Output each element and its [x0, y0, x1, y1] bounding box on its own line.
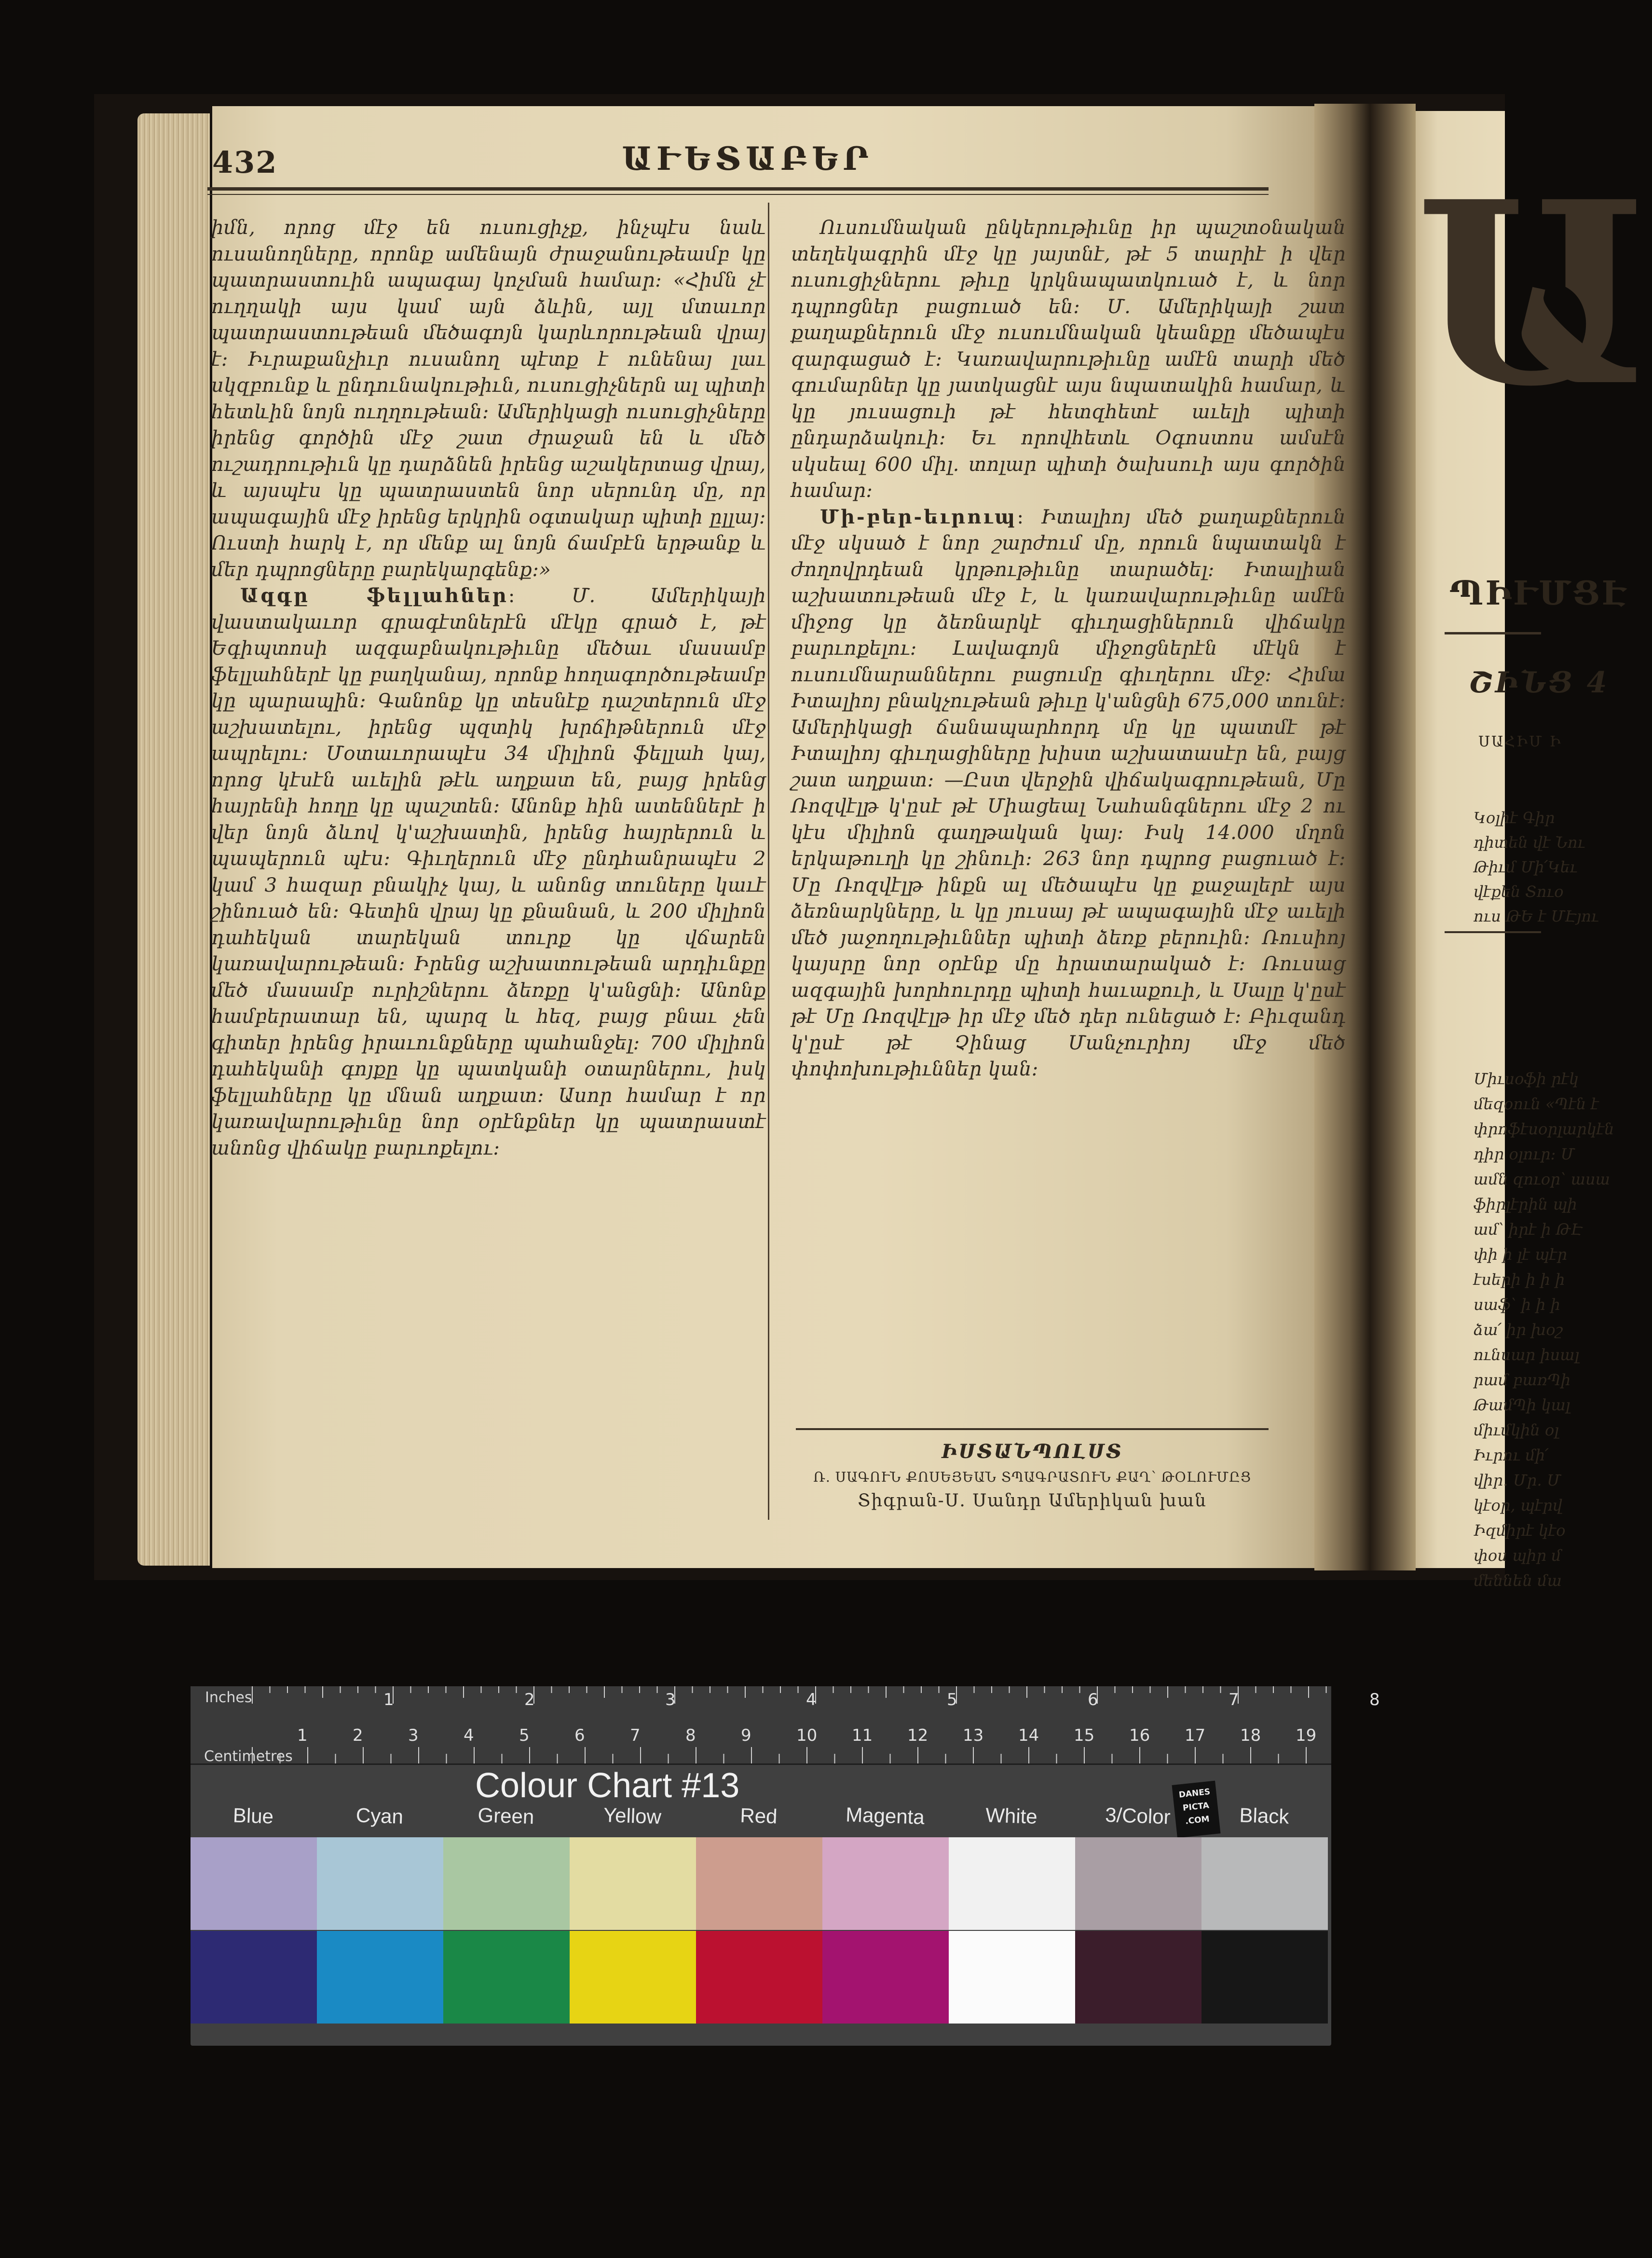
inch-tick-label: 2	[524, 1690, 535, 1709]
inch-tick-label: 6	[1088, 1690, 1098, 1709]
text-line: սաֆ՝ ի ի ի	[1474, 1295, 1560, 1314]
ruler	[191, 1686, 1380, 1765]
right-page-title: ՊԻՒՄՑԷ	[1449, 574, 1629, 613]
right-page-series: ՇԻՆՑ 4	[1469, 666, 1609, 700]
centimetres-label: Centimetres	[204, 1748, 293, 1765]
paragraph-body: Իտալիոյ մեծ քաղաքներուն մէջ սկսած է նոր շարժում մը, որուն նպատակն է ժողովրդեան կրթութիւնը տարածել։ Իտալիան աշխատութեան մէջ է, և կառավարութիւնը ամէն միջոց կը ձեռնարկէ գիւղացիներուն վիճակը բարւոքելու։ Լավագոյն միջոցներէն մէկն է ուսումնարաններու բացումը գիւղերու մէջ։ Հիմա Իտալիոյ բնակչութեան թիւը կ'անցնի 675,000 տունէ։ Ամերիկացի ճանապարհորդ մը կը պատմէ թէ Իտալիոյ գիւղացիները խիստ աշխատասէր են, բայց շատ աղքատ։ —Ըստ վերջին վիճակագրութեան, Մը Ռոզվէլթ կ'ըսէ թէ Միացեալ Նահանգներու մէջ 2 ու կէս միլիոն գաղթական կայ։ Իսկ 14.000 մղոն երկաթուղի կը շինուի։ 263 նոր դպրոց բացուած է։ Մը Ռոզվէլթ ինքն ալ մեծապէս կը քաջալերէ այս ձեռնարկները, և կը յուսայ թէ ապագային մէջ աւելի մեծ յաջողութիւններ պիտի ձեռք բերուին։ Ռուսիոյ կայսրը նոր օրէնք մը հրատարակած է։ Ռուսաց ազգային խորհուրդը պիտի հաւաքուի, և Սալը կ'ըսէ թէ Մը Ռոզվէլթ իր մէջ մեծ դեր ունեցած է։ Բիւզանդ կ'ըսէ թէ Չինաց Մանչուրիոյ մէջ մեծ փոփոխութիւններ կան։	[791, 506, 1346, 1080]
colour-swatch	[822, 1837, 949, 1930]
inches-label: Inches	[205, 1689, 252, 1706]
right-page-founder: ՍԱՀԻՄ Ի	[1478, 733, 1562, 750]
paragraph-body: Մ. Ամերիկայի վաստակաւոր գրագէտներէն մէկը գրած է, թէ Եգիպտոսի ազգաբնակութիւնը մեծաւ մասամբ ֆելլահներէ կը բաղկանայ, որոնք հողագործութեամբ կը պարապին։ Գանոնք կը տեսնէք դաշտերուն մէջ աշխատելու, իրենց պզտիկ խրճիթներուն մէջ ապրելու։ Մօտաւորապէս 34 միլիոն ֆելլահ կայ, որոց կէսէն աւելին թէև աղքատ են, բայց իրենց հայրենի հողը կը պաշտեն։ Անոնք հին ատեններէ ի վեր նոյն ձևով կ'աշխատին, իրենց հայրերուն և պապերուն պէս։ Գիւղերուն մէջ ընդհանրապէս 2 կամ 3 հազար բնակիչ կայ, և անոնց տուները կաւէ շինուած են։ Գետին վրայ կը քնանան, և 200 միլիոն դահեկան տարեկան տուրք կը վճարեն կառավարութեան։ Իրենց աշխատութեան արդիւնքը մեծ մասամբ ուրիշներու ձեռքը կ'անցնի։ Անոնք համբերատար են, պարզ և հեզ, բայց բնաւ չեն գիտեր իրենց իրաւունքները պահանջել։ 700 միլիոն դահեկանի գոյքը կը պատկանի օտարներու, իսկ ֆելլահները կը մնան աղքատ։ Ասոր համար է որ կառավարութիւնը նոր օրէնքներ կը պատրաստէ անոնց վիճակը բարւոքելու։	[211, 585, 766, 1159]
text-line: փի ի լէ պէր	[1474, 1245, 1567, 1264]
text-line: ֆիրլէրին պի	[1474, 1195, 1577, 1213]
right-page-fragment	[1416, 111, 1652, 1590]
text-line: րամ բառՊի	[1474, 1371, 1571, 1389]
colour-chart	[191, 1686, 1380, 2046]
right-page-rule	[1445, 632, 1541, 634]
cm-tick-label: 16	[1129, 1726, 1150, 1745]
left-column	[211, 215, 766, 1161]
text-line: դիր օլուր։ Մ	[1474, 1145, 1575, 1163]
text-line: միւմկին օլ	[1474, 1421, 1559, 1439]
logo-line: DANES	[1178, 1787, 1211, 1800]
text-line: վիր․ Մր․ Մ	[1474, 1471, 1561, 1489]
colour-swatch	[191, 1931, 317, 2024]
cm-tick-label: 9	[741, 1726, 751, 1745]
logo-line: .COM	[1185, 1814, 1210, 1827]
text-line: Կօլիէ Գիր	[1474, 809, 1555, 827]
paragraph-lead: Մի-բեր-եւրուպ։	[820, 505, 1026, 528]
colour-swatch	[317, 1931, 443, 2024]
text-line: Միւսօֆի րէկ	[1474, 1070, 1579, 1088]
inch-tick-label: 8	[1369, 1690, 1380, 1709]
cm-tick-label: 4	[464, 1726, 474, 1745]
cm-tick-label: 15	[1074, 1726, 1095, 1745]
cm-tick-label: 13	[963, 1726, 984, 1745]
cm-tick-label: 12	[907, 1726, 928, 1745]
imprint-rule	[796, 1428, 1269, 1430]
imprint-printer: Ռ. ՍԱԳՈՒՆ ՔՈՍԵՅԵԱՆ ՏՊԱԳՐԱՏՈՒՆ ՔԱՂ՝ ԹՕԼՈՒՄԸՑ	[813, 1469, 1251, 1485]
text-line: ամ՝ իրէ ի ԹԷ	[1474, 1220, 1583, 1239]
colour-swatch	[443, 1837, 570, 1930]
inch-tick-label: 3	[665, 1690, 676, 1709]
decorative-initial: Ա	[1416, 147, 1652, 441]
text-line: Թիւմ Մի՛Կեւ	[1474, 858, 1578, 876]
colour-swatch	[317, 1837, 443, 1930]
colour-swatch	[1201, 1837, 1328, 1930]
page-number: 432	[212, 145, 278, 180]
text-line: կէօր, պէրվ	[1474, 1496, 1563, 1515]
cm-tick-label: 18	[1240, 1726, 1261, 1745]
swatch-label: Green	[477, 1803, 535, 1829]
column-divider	[768, 203, 769, 1520]
right-page-text-top	[1474, 806, 1599, 929]
masthead-rule	[207, 187, 1269, 191]
right-page-text-bottom	[1474, 1066, 1614, 1593]
imprint-address: Տիգրան-Ս. Սանդր Ամերիկան խան	[858, 1491, 1207, 1511]
colour-swatch	[191, 1837, 317, 1930]
swatch-label: White	[985, 1804, 1038, 1828]
cm-tick-label: 2	[353, 1726, 363, 1745]
cm-tick-label: 19	[1296, 1726, 1317, 1745]
cm-tick-label: 3	[408, 1726, 419, 1745]
paragraph-lead: Ազգը ֆելլահներ։	[240, 584, 517, 607]
text-line: Իւրու մի՛	[1474, 1446, 1549, 1464]
inch-tick-label: 4	[806, 1690, 817, 1709]
text-line: ամն զուօր՝ ասա	[1474, 1170, 1610, 1188]
cm-tick-label: 6	[574, 1726, 585, 1745]
cm-tick-label: 10	[796, 1726, 818, 1745]
cm-tick-label: 17	[1185, 1726, 1206, 1745]
colour-swatch	[1075, 1931, 1201, 2024]
paragraph	[791, 504, 1346, 1083]
text-line: ուս ԹԵ է ՄԷյու	[1474, 907, 1599, 925]
swatch-label: Blue	[232, 1804, 274, 1828]
swatch-label: Magenta	[845, 1803, 925, 1829]
inch-tick-label: 7	[1229, 1690, 1239, 1709]
imprint-city: ԻՍՏԱՆՊՈԼՍՏ	[942, 1440, 1123, 1463]
right-column	[791, 215, 1346, 1083]
cm-tick-label: 7	[630, 1726, 641, 1745]
swatch-label: Yellow	[603, 1803, 662, 1829]
inch-tick-label: 1	[383, 1690, 394, 1709]
colour-swatch	[570, 1837, 696, 1930]
text-line: մեննեն մա	[1474, 1571, 1562, 1590]
text-line: փօս պիր մ	[1474, 1546, 1561, 1565]
paragraph	[211, 583, 766, 1161]
text-line: վէքեն Տուօ	[1474, 882, 1564, 901]
colour-swatch	[443, 1931, 570, 2024]
cm-tick-label: 11	[852, 1726, 873, 1745]
colour-swatch	[1075, 1837, 1201, 1930]
masthead: ԱՒԵՏԱԲԵՐ	[622, 140, 874, 178]
chart-title: Colour Chart #13	[475, 1766, 740, 1805]
page-edges	[137, 113, 210, 1566]
cm-tick-label: 5	[519, 1726, 530, 1745]
cm-tick-label: 8	[685, 1726, 696, 1745]
paragraph: իմն, որոց մէջ են ուսուցիչք, ինչպէս նաև ուսանողները, որոնք ամենայն ժրաջանութեամբ կը պատրաստուին ապագայ կոչման համար։ «Հիմն չէ ուղղակի այս կամ այն ձևին, այլ մտաւոր պատրաստութեան մեծագոյն կարևորութեան վրայ է։ Իւրաքանչիւր ուսանող պէտք է ունենայ լաւ սկզբունք և ընդունակութիւն, ուսուցիչներն ալ պիտի հետևին նոյն ուղղութեան։ Ամերիկացի ուսուցիչները իրենց գործին մէջ շատ ժրաջան են և մեծ ուշադրութիւն կը դարձնեն իրենց աշակերտաց վրայ, և այսպէս կը պատրաստեն նոր սերունդ մը, որ ապագային մէջ իրենց երկրին օգտակար պիտի ըլլայ։ Ուստի հարկ է, որ մենք ալ նոյն ճամբէն երթանք և մեր դպրոցները բարեկարգենք։»	[211, 217, 766, 581]
colour-swatch	[696, 1931, 822, 2024]
logo-line: PICTA	[1182, 1801, 1210, 1813]
text-line: փրոֆէսօրլարկէն	[1474, 1120, 1614, 1138]
swatch-label: Red	[739, 1804, 778, 1828]
colour-swatch	[949, 1837, 1075, 1930]
right-page-rule	[1445, 931, 1541, 933]
masthead-rule-thin	[207, 194, 1269, 195]
cm-tick-label: 14	[1018, 1726, 1039, 1745]
colour-swatch	[822, 1931, 949, 2024]
paragraph: Ուսումնական ընկերութիւնը իր պաշտօնական տեղեկագրին մէջ կը յայտնէ, թէ 5 տարիէ ի վեր ուսուցիչներու թիւը կրկնապատկուած է, և նոր դպրոցներ բացուած են։ Մ. Ամերիկայի շատ քաղաքներուն մէջ ուսումնական կեանքը մեծապէս զարգացած է։ Կառավարութիւնը ամէն տարի մեծ գումարներ կը յատկացնէ այս նպատակին համար, և կը յուսացուի թէ հետզհետէ աւելի պիտի ընդարձակուի։ Եւ որովհետև Օգոստոս ամսէն սկսեալ 600 միլ. տոլար պիտի ծախսուի այս գործին համար։	[791, 217, 1346, 502]
text-line: Իզմիրէ կէօ	[1474, 1521, 1566, 1540]
text-line: ձա՛ իր խօշ	[1474, 1321, 1563, 1339]
swatch-label: 3/Color	[1105, 1803, 1171, 1829]
colour-swatch	[949, 1931, 1075, 2024]
swatch-label: Cyan	[355, 1804, 404, 1828]
text-line: մեզօուն «Պէն է	[1474, 1095, 1599, 1113]
colour-swatch	[1201, 1931, 1328, 2024]
colour-swatch	[696, 1837, 822, 1930]
ruler-lines	[191, 1686, 1331, 1763]
swatch-label: Black	[1239, 1804, 1290, 1828]
cm-tick-label: 1	[297, 1726, 308, 1745]
text-line: ԹամՊի կալ	[1474, 1396, 1570, 1414]
inch-tick-label: 5	[947, 1690, 957, 1709]
colour-swatch	[570, 1931, 696, 2024]
text-line: էսերի ի ի ի	[1474, 1270, 1565, 1289]
text-line: դիտեն վէ Նու	[1474, 833, 1585, 852]
text-line: ունսար իսալ	[1474, 1346, 1580, 1364]
